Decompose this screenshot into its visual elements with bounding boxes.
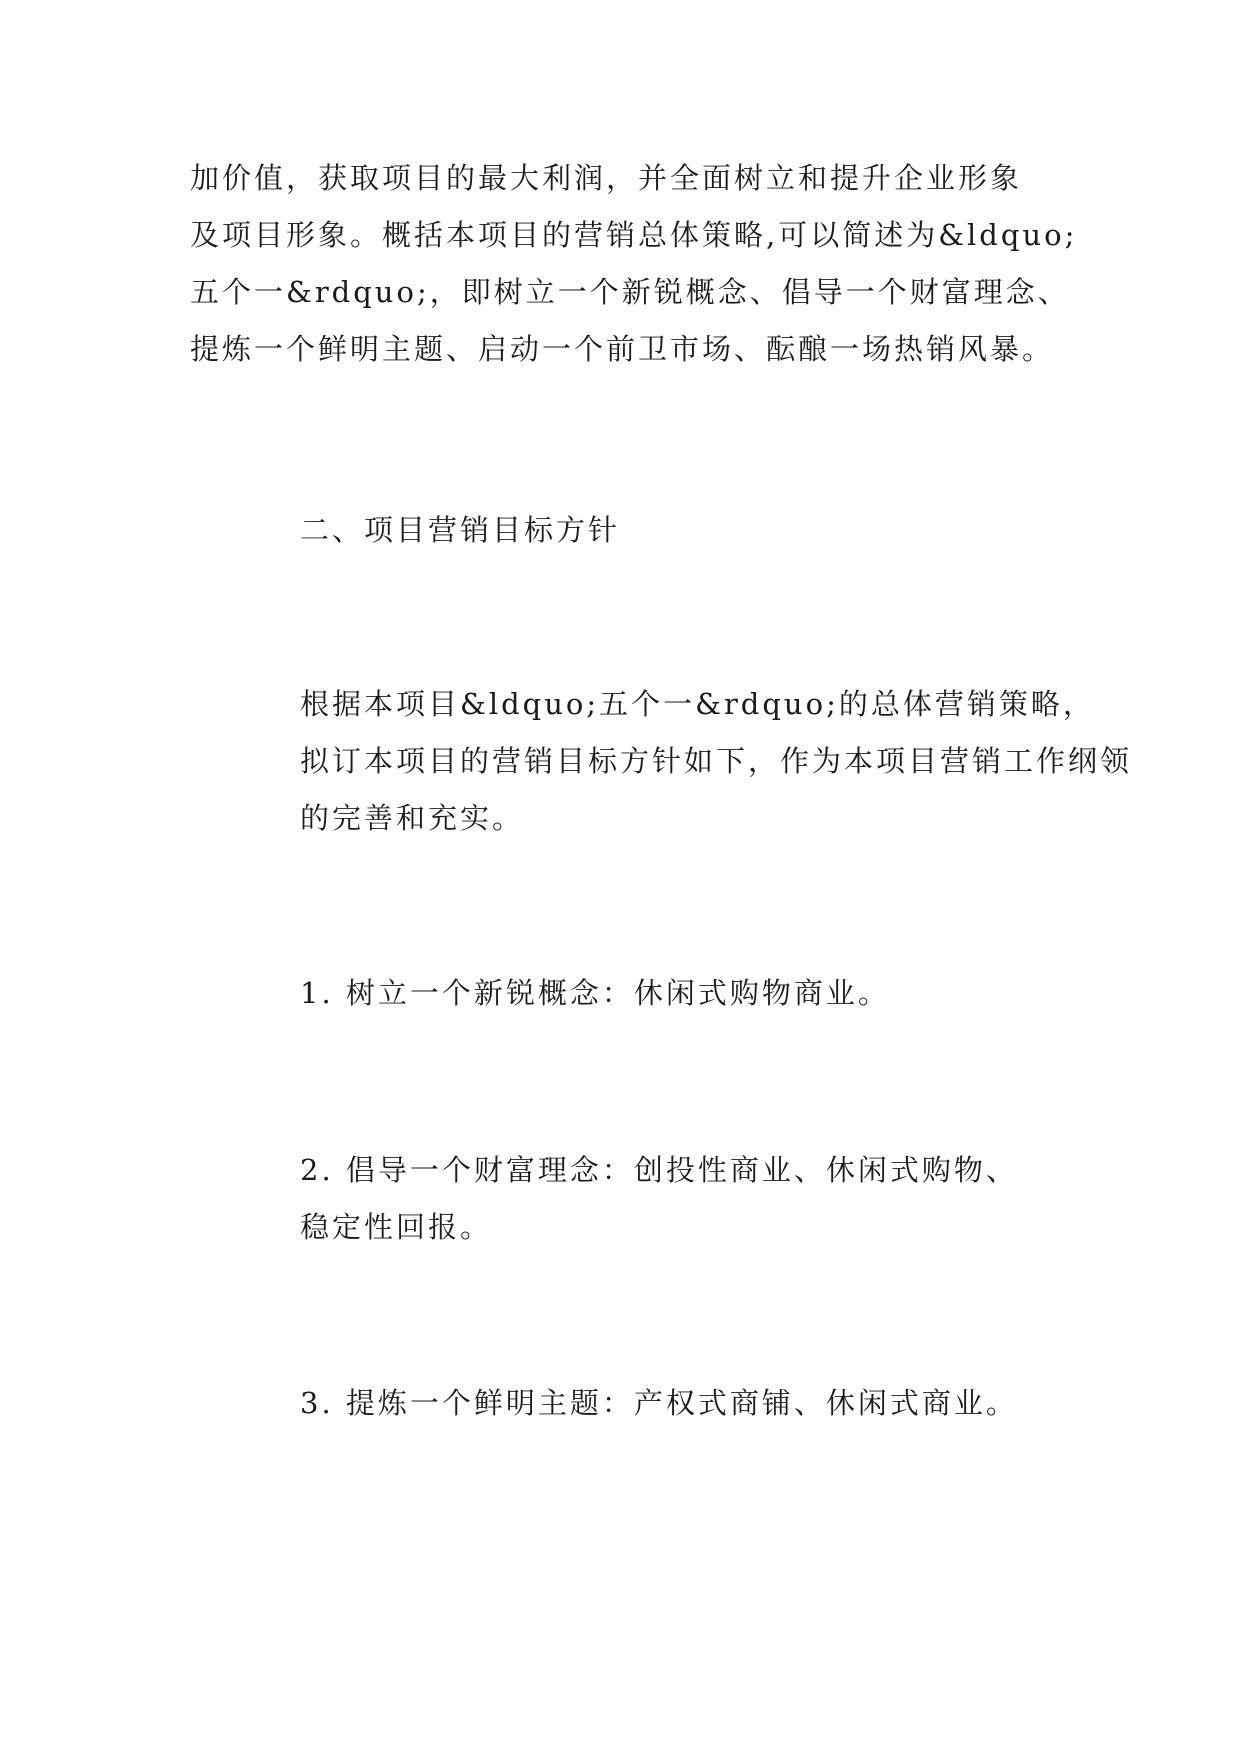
text-line: 加价值，获取项目的最大利润，并全面树立和提升企业形象	[190, 161, 1023, 195]
text-line: 五个一&rdquo;，即树立一个新锐概念、倡导一个财富理念、	[190, 275, 1070, 309]
list-item-3	[190, 1375, 1070, 1432]
text-line: 提炼一个鲜明主题、启动一个前卫市场、酝酿一场热销风暴。	[190, 332, 1055, 366]
paragraph-intro-continuation	[190, 150, 1078, 378]
text-line: 1. 树立一个新锐概念：休闲式购物商业。	[300, 976, 890, 1010]
paragraph-strategy	[190, 676, 1133, 847]
text-line: 3. 提炼一个鲜明主题：产权式商铺、休闲式商业。	[300, 1386, 1018, 1420]
text-line: 的完善和充实。	[300, 801, 525, 835]
section-heading	[190, 502, 1070, 559]
list-item-2	[190, 1142, 1070, 1256]
text-line: 根据本项目&ldquo;五个一&rdquo;的总体营销策略，	[300, 687, 1095, 721]
text-line: 及项目形象。概括本项目的营销总体策略,可以简述为&ldquo;	[190, 218, 1078, 252]
list-item-1	[190, 965, 1070, 1022]
text-line: 2. 倡导一个财富理念：创投性商业、休闲式购物、	[300, 1153, 1018, 1187]
text-line: 稳定性回报。	[300, 1210, 493, 1244]
text-line: 二、项目营销目标方针	[300, 513, 621, 547]
text-line: 拟订本项目的营销目标方针如下，作为本项目营销工作纲领	[300, 744, 1133, 778]
